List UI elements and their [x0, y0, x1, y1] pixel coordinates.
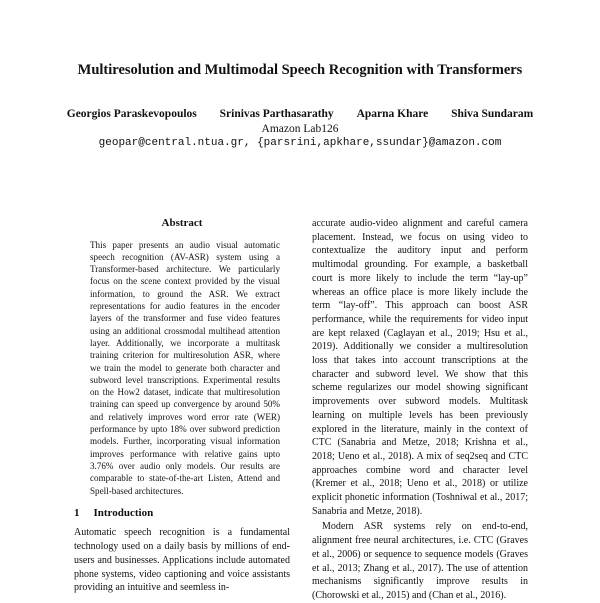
author-name: Shiva Sundaram: [451, 108, 534, 120]
abstract-heading: Abstract: [161, 217, 203, 229]
body-paragraph: Modern ASR systems rely on end-to-end, alignment free neural architectures, i.e. CTC (Graves et al., 2006) or sequence to sequence models (Graves et al., 2013; Zhang et al., 2017). The use of attention mechanisms significantly improve results in (Chorowski et al., 2015) and (Chan et al., 2016).: [312, 521, 528, 601]
section-title: Introduction: [93, 506, 154, 519]
author-list: [0, 108, 600, 120]
author-name: Srinivas Parthasarathy: [219, 108, 334, 120]
introduction-paragraph: Automatic speech recognition is a fundamental technology used on a daily basis by millions of end-users and businesses. Applications include automated phone systems, video captioning and voice assistants providing an intuitive and seemless in-: [74, 527, 290, 594]
author-name: Aparna Khare: [356, 108, 429, 120]
section-heading-introduction: [74, 507, 290, 521]
abstract-text: This paper presents an audio visual automatic speech recognition (AV-ASR) system using a Transformer-based architecture. We particularly focus on the scene context provided by the visual information, to ground the ASR. We extract representations for audio features in the encoder layers of the transformer and fuse video features using an additional crossmodal multihead attention layer. Additionally, we incorporate a multitask training criterion for multiresolution ASR, where we train the model to generate both character and subword level transcriptions. Experimental results on the How2 dataset, indicate that multiresolution training can speed up convergence by around 50% and relatively improves word error rate (WER) performance by upto 18% over subword prediction models. Further, incorporating visual information improves performance with relative gains upto 3.76% over audio only models. Our results are comparable to state-of-the-art Listen, Attend and Spell-based architectures.: [90, 239, 280, 496]
body-paragraph: accurate audio-video alignment and careful camera placement. Instead, we focus on using video to contextualize the auditory input and perform multimodal grounding. For example, a basketball court is more likely to include the term “lay-up” whereas an office place is more likely include the term “lay-off”. This approach can boost ASR performance, while the requirements for video input are kept relaxed (Caglayan et al., 2019; Hsu et al., 2019). Additionally we consider a multiresolution loss that takes into account transcriptions at the character and subword level. We show that this scheme regularizes our model showing significant improvements over subword models. Multitask learning on multiple levels has been previously explored in the literature, mainly in the context of CTC (Sanabria and Metze, 2018; Krishna et al., 2018; Ueno et al., 2018). A mix of seq2seq and CTC approaches combine word and character level (Kremer et al., 2018; Ueno et al., 2018) or utilize explicit phonetic information (Toshniwal et al., 2017; Sanabria and Metze, 2018).: [312, 218, 528, 517]
author-emails: geopar@central.ntua.gr, {parsrini,apkhare,ssundar}@amazon.com: [98, 137, 502, 149]
affiliation: Amazon Lab126: [261, 123, 339, 135]
left-column: [74, 217, 290, 595]
right-column: [312, 217, 528, 603]
section-number: 1: [74, 506, 80, 519]
paper-title: Multiresolution and Multimodal Speech Recognition with Transformers: [77, 62, 523, 78]
author-name: Georgios Paraskevopoulos: [66, 108, 197, 120]
